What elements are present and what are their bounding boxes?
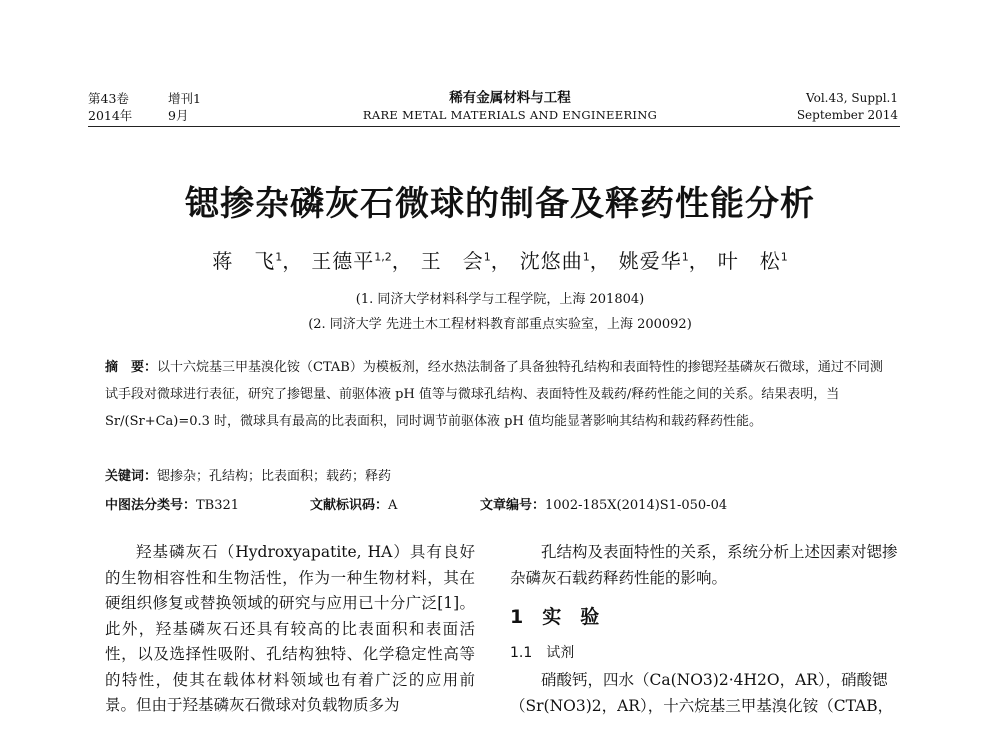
affiliation-2: (2. 同济大学 先进土木工程材料教育部重点实验室，上海 200092) xyxy=(308,317,692,332)
author-5: 姚爱华$^1$， xyxy=(618,249,710,273)
author-name: 蒋 飞 xyxy=(212,249,276,273)
header-date-en: September 2014 xyxy=(796,108,898,122)
author-affil-mark: 1 xyxy=(275,250,283,264)
keywords-label: 关键词： xyxy=(105,469,158,484)
header-journal xyxy=(300,90,720,124)
subsection-heading-reagents: 1.1 试剂 xyxy=(510,644,575,661)
intro-continued: 孔结构及表面特性的关系，系统分析上述因素对锶掺杂磷灰石载药释药性能的影响。 xyxy=(510,543,898,587)
author-affil-mark: 1 xyxy=(780,250,788,264)
header-month-cn: 9月 xyxy=(168,108,189,123)
header-volume-year xyxy=(88,90,132,124)
author-list xyxy=(0,245,1000,274)
author-name: 姚爱华 xyxy=(618,249,682,273)
author-name: 叶 松 xyxy=(717,249,781,273)
author-name: 王 会 xyxy=(420,249,484,273)
author-4: 沈悠曲$^1$， xyxy=(519,249,611,273)
reagents-paragraph: 硝酸钙，四水（Ca(NO3)2·4H2O，AR），硝酸锶（Sr(NO3)2，AR），十六烷基三甲基溴化铵（CTAB， xyxy=(510,671,894,715)
body-column-right xyxy=(510,540,905,719)
abstract-text: 以十六烷基三甲基溴化铵（CTAB）为模板剂，经水热法制备了具备独特孔结构和表面特性的掺锶羟基磷灰石微球，通过不同测试手段对微球进行表征，研究了掺锶量、前驱体液 pH 值等与微球孔结构、表面特性及载药/释药性能之间的关系。结果表明，当 Sr/(Sr+Ca)=0.3 时，微球具有最高的比表面积，同时调节前驱体液 pH 值均能显著影响其结构和载药释药性能。 xyxy=(105,360,883,429)
header-volume-cn: 第43卷 xyxy=(88,91,129,106)
abstract xyxy=(105,354,895,435)
paper-title: 锶掺杂磷灰石微球的制备及释药性能分析 xyxy=(185,184,815,224)
author-name: 王德平 xyxy=(311,249,375,273)
author-affil-mark: 1 xyxy=(681,250,689,264)
header-volume-en xyxy=(760,90,898,124)
header-issue-cn: 增刊1 xyxy=(168,91,201,106)
author-2: 王德平$^{1,2}$， xyxy=(311,249,413,273)
journal-name-en: RARE METAL MATERIALS AND ENGINEERING xyxy=(362,108,658,122)
body-column-left xyxy=(105,540,475,719)
header-rule xyxy=(88,126,900,127)
header-issue-month xyxy=(168,90,201,124)
author-affil-mark: 1 xyxy=(582,250,590,264)
author-affil-mark: 1 xyxy=(483,250,491,264)
intro-paragraph: 羟基磷灰石（Hydroxyapatite, HA）具有良好的生物相容性和生物活性，作为一种生物材料，其在硬组织修复或替换领域的研究与应用已十分广泛[1]。此外，羟基磷灰石还具有较高的比表面积和表面活性，以及选择性吸附、孔结构独特、化学稳定性高等的特性，使其在载体材料领域也有着广泛的应用前景。但由于羟基磷灰石微球对负载物质多为 xyxy=(105,543,475,714)
header-year-cn: 2014年 xyxy=(88,108,133,123)
author-name: 沈悠曲 xyxy=(519,249,583,273)
section-heading-experiment: 1 实 验 xyxy=(510,606,600,628)
article-value: 1002-185X(2014)S1-050-04 xyxy=(545,498,728,513)
author-1: 蒋 飞$^1$， xyxy=(212,249,304,273)
author-3: 王 会$^1$， xyxy=(420,249,512,273)
abstract-label: 摘 要： xyxy=(105,360,158,375)
clc-label: 中图法分类号： xyxy=(105,498,197,513)
affiliation-1: (1. 同济大学材料科学与工程学院，上海 201804) xyxy=(355,292,645,307)
clc-number xyxy=(105,494,239,513)
keywords xyxy=(105,465,895,484)
article-number xyxy=(480,494,727,513)
author-6 xyxy=(718,249,788,273)
keywords-text: 锶掺杂；孔结构；比表面积；载药；释药 xyxy=(157,469,392,484)
journal-name-cn: 稀有金属材料与工程 xyxy=(449,90,571,106)
clc-value: TB321 xyxy=(196,498,240,513)
header-vol-en: Vol.43, Suppl.1 xyxy=(806,91,898,105)
doc-value: A xyxy=(388,498,398,513)
document-code xyxy=(310,494,397,513)
author-affil-mark: 1,2 xyxy=(374,250,392,264)
article-label: 文章编号： xyxy=(480,498,546,513)
doc-label: 文献标识码： xyxy=(310,498,389,513)
